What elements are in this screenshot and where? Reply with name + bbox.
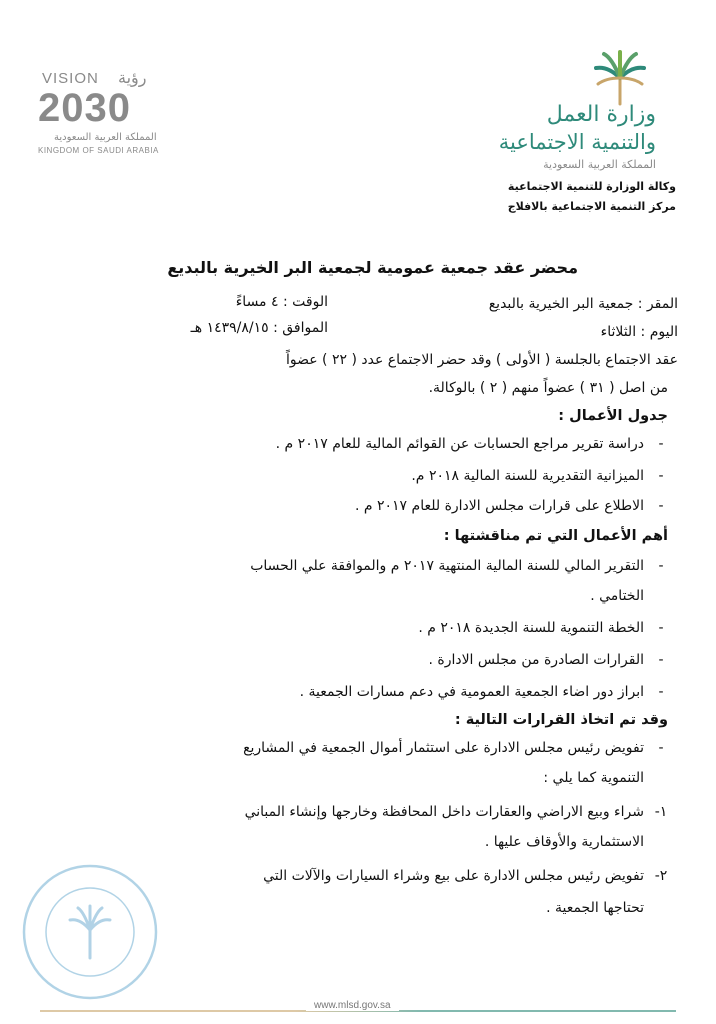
decision-item-continuation — [38, 834, 678, 850]
ministry-center: مركز التنمية الاجتماعية بالافلاج — [507, 200, 676, 213]
agenda-item-text: الميزانية التقديرية للسنة المالية ٢٠١٨ م. — [411, 468, 644, 484]
venue-line: المقر : جمعية البر الخيرية بالبديع — [488, 296, 678, 312]
discussed-item — [38, 620, 678, 636]
decision-main-text: تفويض رئيس مجلس الادارة على استثمار أموال الجمعية في المشاريع — [243, 740, 644, 756]
palm-tree-icon — [592, 48, 648, 106]
bullet-dash: - — [658, 436, 664, 452]
ministry-agency: وكالة الوزارة للتنمية الاجتماعية — [507, 180, 676, 193]
bullet-dash: - — [658, 468, 664, 484]
kingdom-en-text: KINGDOM OF SAUDI ARABIA — [38, 146, 159, 155]
decision-item — [38, 804, 678, 820]
vision-year: 2030 — [38, 86, 131, 130]
bullet-dash: - — [658, 652, 664, 668]
decision-main-continuation — [38, 770, 678, 786]
discussed-item-text: الختامي . — [590, 588, 644, 604]
bullet-dash: - — [658, 498, 664, 514]
decisions-header: وقد تم اتخاذ القرارات التالية : — [454, 712, 668, 728]
decision-main-text: التنموية كما يلي : — [543, 770, 644, 786]
ministry-name-line1: وزارة العمل — [546, 102, 656, 127]
agenda-item-text: دراسة تقرير مراجع الحسابات عن القوائم المالية للعام ٢٠١٧ م . — [275, 436, 644, 452]
discussed-item-text: التقرير المالي للسنة المالية المنتهية ٢٠١٧ م والموافقة علي الحساب — [250, 558, 644, 574]
ministry-logo — [466, 40, 676, 220]
document-title: محضر عقد جمعية عمومية لجمعية البر الخيرية بالبديع — [167, 258, 578, 277]
bullet-dash: - — [658, 684, 664, 700]
vision-2030-logo — [34, 70, 174, 160]
decision-number: ٢- — [654, 868, 668, 884]
discussed-header: أهم الأعمال التي تم مناقشتها : — [443, 528, 668, 544]
decision-item-text: الاستثمارية والأوقاف عليها . — [484, 834, 644, 850]
time-line: الوقت : ٤ مساءً — [235, 294, 328, 310]
decision-main — [38, 740, 678, 756]
agenda-item — [38, 436, 678, 452]
decision-item-text: تحتاجها الجمعية . — [546, 900, 644, 916]
official-stamp — [20, 862, 160, 1002]
date-line: الموافق : ١٤٣٩/٨/١٥ هـ — [190, 320, 328, 336]
meeting-info-line1: عقد الاجتماع بالجلسة ( الأولى ) وقد حضر الاجتماع عدد ( ٢٢ ) عضواً — [285, 352, 678, 368]
agenda-header: جدول الأعمال : — [558, 408, 668, 424]
bullet-dash: - — [658, 558, 664, 574]
meeting-info-line2: من اصل ( ٣١ ) عضواً منهم ( ٢ ) بالوكالة. — [428, 380, 668, 396]
footer-url[interactable]: www.mlsd.gov.sa — [306, 1000, 399, 1011]
agenda-item — [38, 468, 678, 484]
bullet-dash: - — [658, 620, 664, 636]
discussed-item — [38, 684, 678, 700]
kingdom-ar-text: المملكة العربية السعودية — [54, 132, 157, 143]
footer — [0, 996, 716, 1024]
ministry-country: المملكة العربية السعودية — [543, 158, 656, 171]
decision-item-text: شراء وبيع الاراضي والعقارات داخل المحافظة وخارجها وإنشاء المباني — [244, 804, 644, 820]
discussed-item-text: الخطة التنموية للسنة الجديدة ٢٠١٨ م . — [418, 620, 644, 636]
agenda-item-text: الاطلاع على قرارات مجلس الادارة للعام ٢٠١٧ م . — [354, 498, 644, 514]
agenda-item — [38, 498, 678, 514]
day-line: اليوم : الثلاثاء — [600, 324, 678, 340]
discussed-item-continuation — [38, 588, 678, 604]
discussed-item — [38, 558, 678, 574]
vision-en-text: VISION — [42, 70, 99, 87]
discussed-item-text: ابراز دور اضاء الجمعية العمومية في دعم مسارات الجمعية . — [299, 684, 644, 700]
decision-number: ١- — [654, 804, 668, 820]
vision-ar-text: رؤية — [118, 68, 147, 87]
ministry-name-line2: والتنمية الاجتماعية — [498, 130, 656, 154]
stamp-seal-icon — [20, 862, 160, 1002]
discussed-item — [38, 652, 678, 668]
bullet-dash: - — [658, 740, 664, 756]
decision-item-text: تفويض رئيس مجلس الادارة على بيع وشراء السيارات والآلات التي — [263, 868, 644, 884]
discussed-item-text: القرارات الصادرة من مجلس الادارة . — [428, 652, 644, 668]
